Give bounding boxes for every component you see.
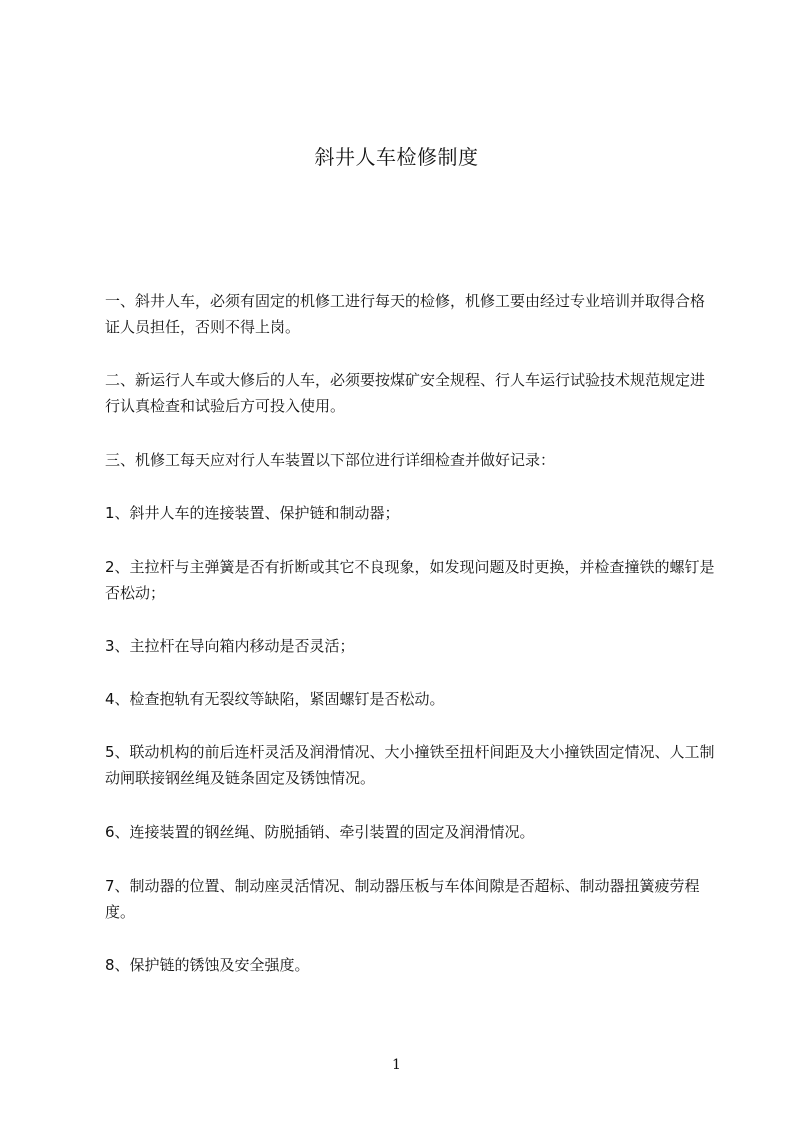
document-title: 斜井人车检修制度 [314, 145, 479, 169]
paragraph-7: 4、检查抱轨有无裂纹等缺陷，紧固螺钉是否松动。 [105, 690, 445, 708]
paragraph-1: 一、斜井人车，必须有固定的机修工进行每天的检修，机修工要由经过专业培训并取得合格证人员担任，否则不得上岗。 [105, 292, 706, 336]
page-number: 1 [392, 1057, 401, 1073]
paragraph-11: 8、保护链的锈蚀及安全强度。 [105, 956, 310, 974]
paragraph-5: 2、主拉杆与主弹簧是否有折断或其它不良现象，如发现问题及时更换，并检查撞铁的螺钉是否松动； [105, 558, 715, 602]
paragraph-8: 5、联动机构的前后连杆灵活及润滑情况、大小撞铁至扭杆间距及大小撞铁固定情况、人工制动闸联接钢丝绳及链条固定及锈蚀情况。 [105, 743, 715, 787]
paragraph-2: 二、新运行人车或大修后的人车，必须要按煤矿安全规程、行人车运行试验技术规范规定进行认真检查和试验后方可投入使用。 [105, 371, 706, 415]
paragraph-9: 6、连接装置的钢丝绳、防脱插销、牵引装置的固定及润滑情况。 [105, 823, 535, 841]
paragraph-4: 1、斜井人车的连接装置、保护链和制动器； [105, 504, 400, 522]
paragraph-6: 3、主拉杆在导向箱内移动是否灵活； [105, 637, 355, 655]
paragraph-3: 三、机修工每天应对行人车装置以下部位进行详细检查并做好记录： [105, 451, 556, 469]
paragraph-10: 7、制动器的位置、制动座灵活情况、制动器压板与车体间隙是否超标、制动器扭簧疲劳程度。 [105, 877, 700, 921]
